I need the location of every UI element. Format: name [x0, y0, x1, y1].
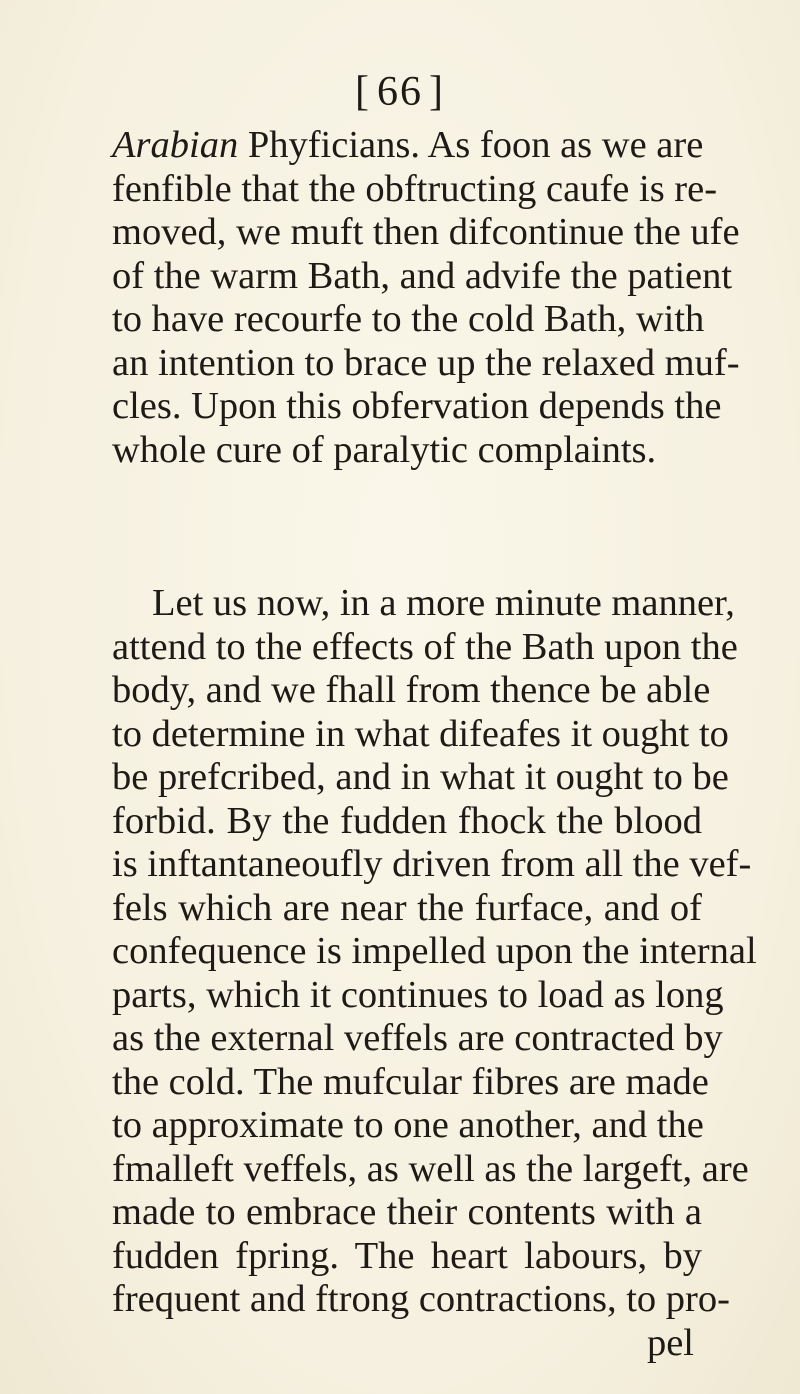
italic-word: Arabian: [112, 124, 239, 166]
text-line: Let us now, in a more minute manner,: [152, 582, 735, 624]
text-line: [112, 124, 702, 168]
text-line: as the external veffels are contracted by: [112, 1017, 723, 1059]
text-line: to determine in what difeafes it ought to: [112, 712, 729, 755]
close-bracket: ]: [429, 69, 445, 115]
text-line: fenfible that the obftructing caufe is re-: [112, 167, 718, 210]
page-header: [0, 66, 800, 118]
text-line: an intention to brace up the relaxed muf-: [112, 341, 740, 384]
text-line: frequent and ftrong contractions, to pro-: [112, 1278, 730, 1320]
text-line: confequence is impelled upon the internal: [112, 930, 757, 972]
text-line: fmalleft veffels, as well as the largeft, are: [112, 1147, 749, 1190]
page-number: 66: [377, 69, 423, 115]
text-line: forbid. By the fudden fhock the blood: [112, 799, 702, 842]
text-line: fels which are near the furface, and of: [112, 886, 702, 929]
text-line: whole cure of paralytic complaints.: [112, 428, 657, 471]
open-bracket: [: [355, 69, 371, 115]
body-text: [112, 124, 757, 1365]
text-line: the cold. The mufcular fibres are made: [112, 1060, 709, 1103]
text-line: of the warm Bath, and advife the patient: [112, 254, 733, 297]
text-line: moved, we muft then difcontinue the ufe: [112, 211, 740, 253]
text-line: is inftantaneoufly driven from all the vef-: [112, 843, 752, 885]
text-line: cles. Upon this obfervation depends the: [112, 385, 722, 427]
text-line: to approximate to one another, and the: [112, 1104, 704, 1146]
text-line: be prefcribed, and in what it ought to be: [112, 756, 729, 798]
text-line: to have recourfe to the cold Bath, with: [112, 298, 705, 340]
catchword: pel: [646, 1321, 694, 1364]
text-line: parts, which it continues to load as long: [112, 973, 724, 1016]
text-line: made to embrace their contents with a: [112, 1191, 702, 1233]
text-line: fudden fpring. The heart labours, by: [112, 1234, 702, 1277]
line-rest: Phyficians. As foon as we are: [238, 124, 704, 166]
text-line: body, and we fhall from thence be able: [112, 669, 711, 711]
paragraph-gap: [112, 472, 702, 582]
text-line: attend to the effects of the Bath upon the: [112, 625, 738, 668]
